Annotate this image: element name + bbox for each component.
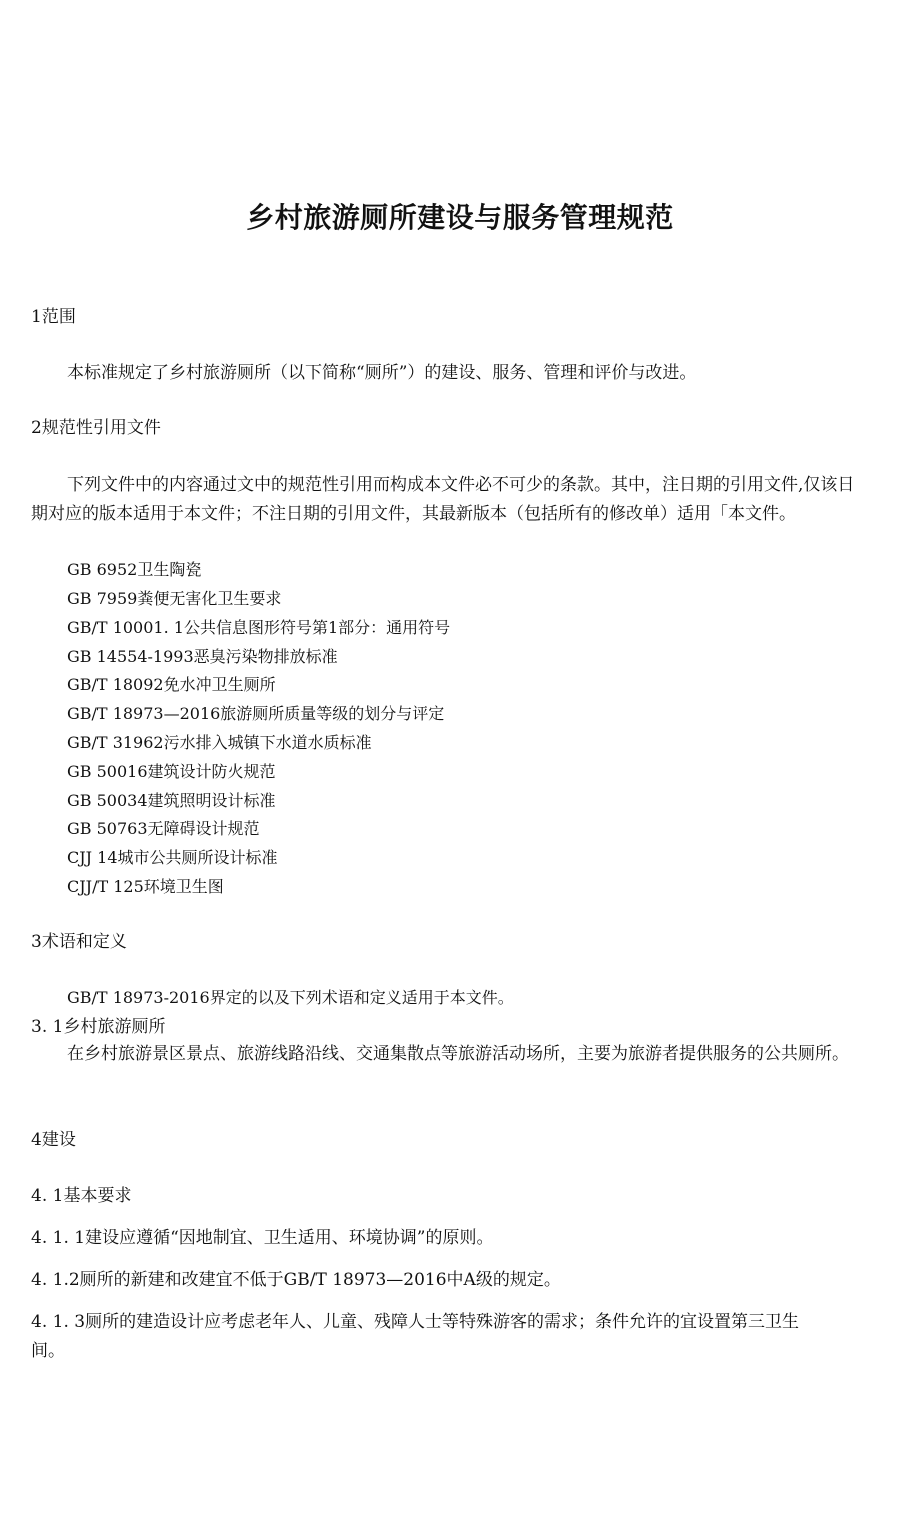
reference-item: CJJ 14城市公共厕所设计标准	[67, 848, 278, 867]
document-title: 乡村旅游厕所建设与服务管理规范	[246, 201, 674, 234]
section-1-body: 本标准规定了乡村旅游厕所（以下简称“厕所”）的建设、服务、管理和评价与改进。	[67, 363, 697, 383]
clause-4-1-1: 4. 1. 1建设应遵循“因地制宜、卫生适用、环境协调”的原则。	[31, 1228, 494, 1248]
reference-item: GB 50034建筑照明设计标准	[67, 791, 276, 810]
section-4-heading: 4建设	[31, 1130, 76, 1150]
reference-item: GB/T 10001. 1公共信息图形符号第1部分：通用符号	[67, 618, 451, 637]
section-3-1-body: 在乡村旅游景区景点、旅游线路沿线、交通集散点等旅游活动场所，主要为旅游者提供服务的公共厕所。	[67, 1044, 849, 1064]
section-2-body: 下列文件中的内容通过文中的规范性引用而构成本文件必不可少的条款。其中，注日期的引用文件,仅该日期对应的版本适用于本文件；不注日期的引用文件，其最新版本（包括所有的修改单）适用「本文件。	[31, 475, 855, 524]
reference-item: CJJ/T 125环境卫生图	[67, 877, 224, 896]
reference-item: GB 7959粪便无害化卫生要求	[67, 589, 282, 608]
reference-item: GB/T 31962污水排入城镇下水道水质标准	[67, 733, 372, 752]
section-4-1-heading: 4. 1基本要求	[31, 1186, 132, 1206]
reference-item: GB/T 18092免水冲卫生厕所	[67, 675, 276, 694]
reference-item: GB 6952卫生陶瓷	[67, 560, 202, 579]
reference-item: GB 50763无障碍设计规范	[67, 819, 260, 838]
section-3-heading: 3术语和定义	[31, 932, 127, 952]
clause-4-1-2: 4. 1.2厕所的新建和改建宜不低于GB/T 18973—2016中A级的规定。	[31, 1270, 561, 1290]
reference-item: GB/T 18973—2016旅游厕所质量等级的划分与评定	[67, 704, 445, 723]
reference-item: GB 50016建筑设计防火规范	[67, 762, 276, 781]
section-1-heading: 1范围	[31, 307, 76, 327]
section-3-1-heading: 3. 1乡村旅游厕所	[31, 1017, 166, 1037]
clause-4-1-3: 4. 1. 3厕所的建造设计应考虑老年人、儿童、残障人士等特殊游客的需求；条件允许的宜设置第三卫生间。	[31, 1312, 800, 1361]
reference-item: GB 14554-1993恶臭污染物排放标准	[67, 647, 338, 666]
section-2-heading: 2规范性引用文件	[31, 418, 161, 438]
section-3-body: GB/T 18973-2016界定的以及下列术语和定义适用于本文件。	[67, 988, 514, 1007]
